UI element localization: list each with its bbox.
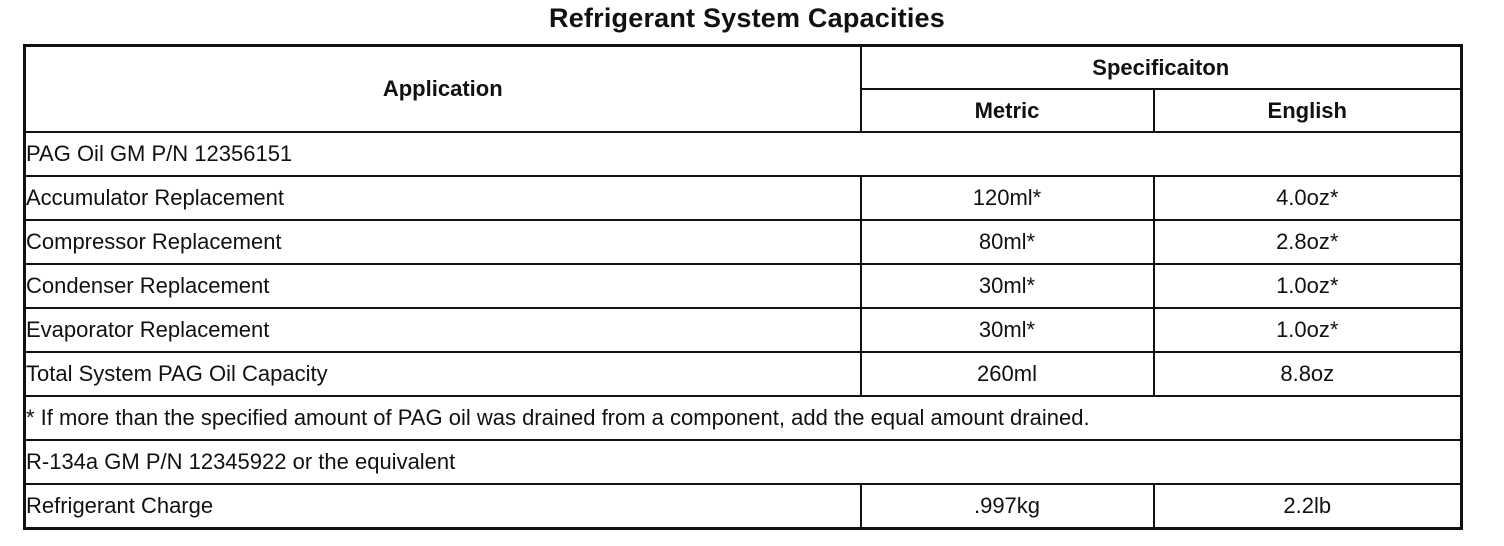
metric-cell: .997kg (861, 484, 1154, 529)
table-row (25, 484, 1462, 529)
application-cell: Total System PAG Oil Capacity (25, 352, 861, 396)
application-cell: Compressor Replacement (25, 220, 861, 264)
metric-cell: 30ml* (861, 308, 1154, 352)
header-metric: Metric (861, 89, 1154, 132)
table-row (25, 264, 1462, 308)
application-cell: Refrigerant Charge (25, 484, 861, 529)
english-cell: 8.8oz (1154, 352, 1462, 396)
table-row (25, 308, 1462, 352)
application-cell: Condenser Replacement (25, 264, 861, 308)
header-specification: Specificaiton (861, 46, 1462, 90)
english-cell: 2.2lb (1154, 484, 1462, 529)
table-row (25, 220, 1462, 264)
capacities-table (23, 44, 1463, 530)
metric-cell: 120ml* (861, 176, 1154, 220)
english-cell: 1.0oz* (1154, 308, 1462, 352)
footnote: * If more than the specified amount of PAG oil was drained from a component, add the equal amount drained. (25, 396, 1462, 440)
group-label: PAG Oil GM P/N 12356151 (25, 132, 1462, 176)
group-label: R-134a GM P/N 12345922 or the equivalent (25, 440, 1462, 484)
application-cell: Evaporator Replacement (25, 308, 861, 352)
metric-cell: 30ml* (861, 264, 1154, 308)
group-row-pag-oil (25, 132, 1462, 176)
metric-cell: 260ml (861, 352, 1154, 396)
group-row-refrigerant (25, 440, 1462, 484)
table-row (25, 352, 1462, 396)
english-cell: 1.0oz* (1154, 264, 1462, 308)
header-application: Application (25, 46, 861, 133)
english-cell: 2.8oz* (1154, 220, 1462, 264)
application-cell: Accumulator Replacement (25, 176, 861, 220)
table-row (25, 176, 1462, 220)
table-title: Refrigerant System Capacities (549, 3, 945, 33)
footnote-row (25, 396, 1462, 440)
metric-cell: 80ml* (861, 220, 1154, 264)
header-english: English (1154, 89, 1462, 132)
english-cell: 4.0oz* (1154, 176, 1462, 220)
